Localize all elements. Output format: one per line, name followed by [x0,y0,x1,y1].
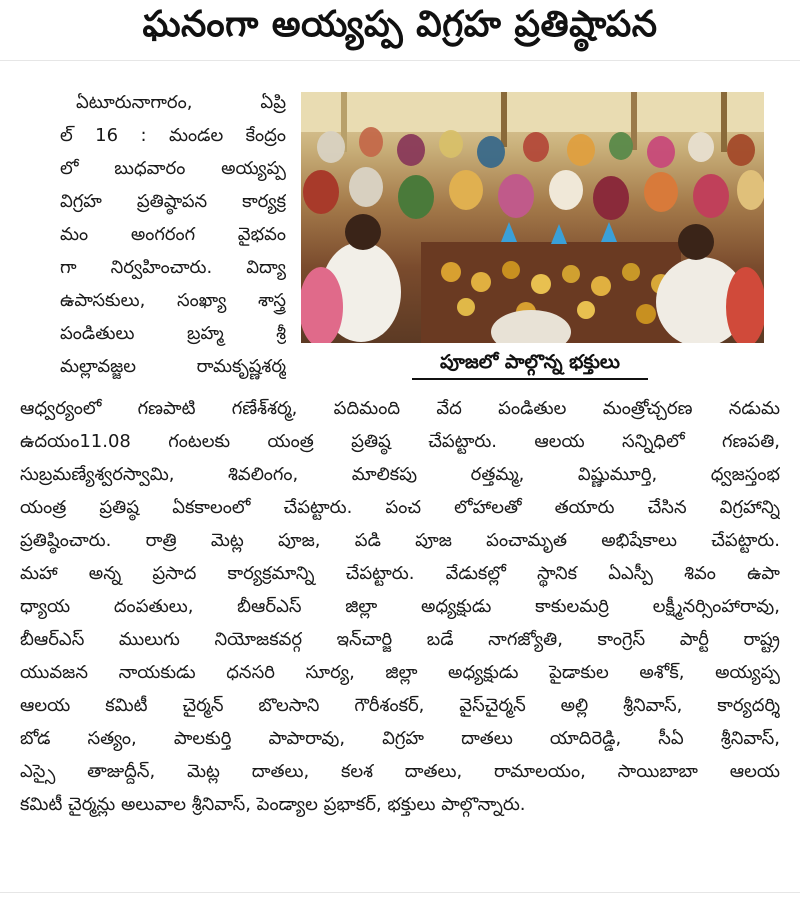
body-line: ల్ 16 : మండల కేంద్రం [60,125,286,146]
article-photo [301,92,764,343]
body-line: ఉదయం11.08 గంటలకు యంత్ర ప్రతిష్ఠ చేపట్టారు. ఆలయ సన్నిధిలో గణపతి, [20,431,780,452]
body-line: మం అంగరంగ వైభవం [60,224,286,245]
body-line: పండితులు బ్రహ్మ శ్రీ [60,323,286,344]
body-line: ఏటూరునాగారం, ఏప్రి [76,92,286,113]
body-line: ఆలయ కమిటీ చైర్మన్ బొలసాని గౌరీశంకర్, వైస్‌చైర్మన్ అల్లి శ్రీనివాస్, కార్యదర్శి [20,695,780,716]
body-line: ప్రతిష్ఠించారు. రాత్రి మెట్ల పూజ, పడి పూజ పంచామృత అభిషేకాలు చేపట్టారు. [20,530,780,551]
body-line: బోడ సత్యం, పాలకుర్తి పాపారావు, విగ్రహ దాతలు యాదిరెడ్డి, సీఏ శ్రీనివాస్, [20,728,780,749]
body-line: ధ్యాయ దంపతులు, బీఆర్‌ఎస్ జిల్లా అధ్యక్షుడు కాకులమర్రి లక్ష్మీనర్సింహారావు, [20,596,780,617]
body-line: ఉపాసకులు, సంఖ్యా శాస్త్ర [60,290,286,311]
body-line: సుబ్రమణ్యేశ్వరస్వామి, శివలింగం, మాలికపు రత్తమ్మ, విష్ణుమూర్తి, ధ్వజస్తంభ [20,464,780,485]
body-line: కమిటీ చైర్మన్లు అలువాల శ్రీనివాస్, పెండ్యాల ప్రభాకర్, భక్తులు పాల్గొన్నారు. [20,794,526,815]
headline-divider [0,60,800,61]
body-line: విగ్రహ ప్రతిష్ఠాపన కార్యక్ర [60,191,286,212]
body-line: లో బుధవారం అయ్యప్ప [60,158,286,179]
body-line: బీఆర్‌ఎస్ ములుగు నియోజకవర్గ ఇన్‌చార్జి బడే నాగజ్యోతి, కాంగ్రెస్ పార్టీ రాష్ట్ర [20,629,780,650]
article-body-intro [60,86,286,383]
body-line: ఆధ్వర్యంలో గణపాటి గణేశ్‌శర్మ, పదిమంది వేద పండితుల మంత్రోచ్చరణ నడుమ [20,398,780,419]
body-line: యంత్ర ప్రతిష్ఠ ఏకకాలంలో చేపట్టారు. పంచ లోహాలతో తయారు చేసిన విగ్రహాన్ని [20,497,780,518]
article-headline: ఘనంగా అయ్యప్ప విగ్రహ ప్రతిష్ఠాపన [142,4,658,45]
article-body-main [20,392,780,821]
bottom-divider [0,892,800,893]
body-line: గా నిర్వహించారు. విద్యా [60,257,286,278]
body-line: మల్లావజ్జల రామకృష్ణశర్మ [60,356,286,377]
body-line: మహా అన్న ప్రసాద కార్యక్రమాన్ని చేపట్టారు. వేడుకల్లో స్థానిక ఏఎస్పీ శివం ఉపా [20,563,780,584]
photo-caption: పూజలో పాల్గొన్న భక్తులు [412,350,648,380]
body-line: యువజన నాయకుడు ధనసరి సూర్య, జిల్లా అధ్యక్షుడు పైడాకుల అశోక్, అయ్యప్ప [20,662,780,683]
body-line: ఎస్సై తాజుద్దీన్, మెట్ల దాతలు, కలశ దాతలు, రామాలయం, సాయిబాబా ఆలయ [20,761,780,782]
